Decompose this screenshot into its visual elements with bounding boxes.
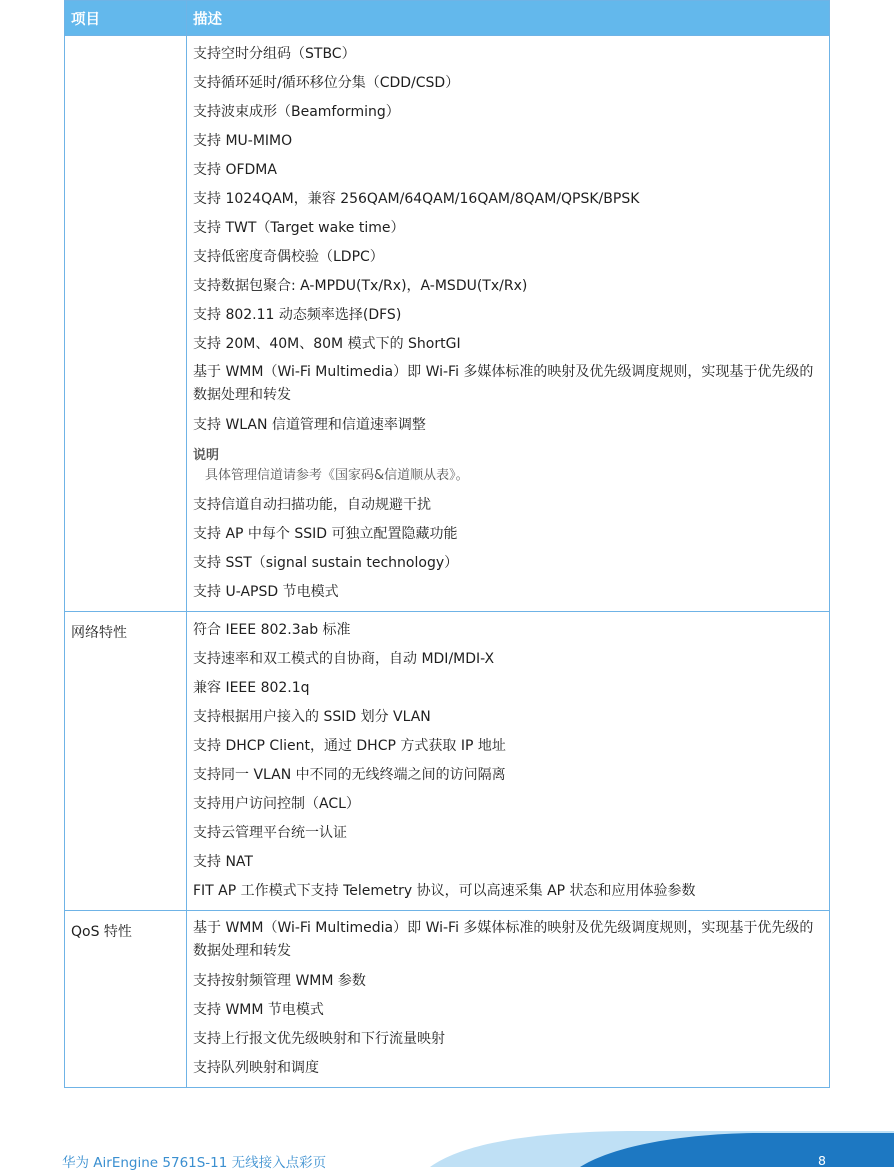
list-item: 支持按射频管理 WMM 参数: [193, 972, 366, 989]
spec-table: [64, 0, 830, 1088]
row-category: QoS 特性: [65, 911, 187, 1088]
table-header-row: [65, 1, 830, 36]
list-item: 支持 802.11 动态频率选择(DFS): [193, 306, 402, 323]
list-item: 支持空时分组码（STBC）: [193, 45, 356, 62]
list-item: 支持同一 VLAN 中不同的无线终端之间的访问隔离: [193, 766, 506, 783]
list-item: 支持云管理平台统一认证: [193, 824, 347, 841]
list-item: 符合 IEEE 802.3ab 标准: [193, 621, 351, 638]
list-item: FIT AP 工作模式下支持 Telemetry 协议，可以高速采集 AP 状态和应用体验参数: [193, 882, 696, 899]
list-item: 支持 MU-MIMO: [193, 132, 293, 149]
list-item: 支持波束成形（Beamforming）: [193, 103, 400, 120]
list-item: 支持 DHCP Client，通过 DHCP 方式获取 IP 地址: [193, 737, 506, 754]
table-row-wifi: [65, 36, 830, 612]
list-item: 支持 NAT: [193, 853, 253, 870]
row-category: 网络特性: [65, 612, 187, 911]
list-item: 支持 SST（signal sustain technology）: [193, 554, 459, 571]
list-item: 支持 U-APSD 节电模式: [193, 583, 339, 600]
list-item: 支持 WMM 节电模式: [193, 1001, 324, 1018]
list-item: 支持上行报文优先级映射和下行流量映射: [193, 1030, 445, 1047]
row-description: [187, 36, 830, 612]
list-item: 支持 WLAN 信道管理和信道速率调整: [193, 416, 426, 433]
list-item: 支持 OFDMA: [193, 161, 277, 178]
list-item: 支持用户访问控制（ACL）: [193, 795, 360, 812]
table-row-network: [65, 612, 830, 911]
list-item: 支持 1024QAM，兼容 256QAM/64QAM/16QAM/8QAM/QPSK/BPSK: [193, 190, 640, 207]
note-text: 具体管理信道请参考《国家码&信道顺从表》。: [205, 468, 469, 483]
header-description: 描述: [187, 1, 830, 36]
page-number: 8: [818, 1153, 826, 1168]
table-row-qos: [65, 911, 830, 1088]
list-item: 支持根据用户接入的 SSID 划分 VLAN: [193, 708, 431, 725]
footer-title: 华为 AirEngine 5761S-11 无线接入点彩页: [62, 1155, 327, 1171]
list-item: 支持 AP 中每个 SSID 可独立配置隐藏功能: [193, 525, 458, 542]
list-item: 基于 WMM（Wi-Fi Multimedia）即 Wi-Fi 多媒体标准的映射及优先级调度规则，实现基于优先级的数据处理和转发: [193, 920, 814, 959]
list-item: 支持 TWT（Target wake time）: [193, 219, 405, 236]
list-item: 支持 20M、40M、80M 模式下的 ShortGI: [193, 335, 461, 352]
list-item: 支持循环延时/循环移位分集（CDD/CSD）: [193, 74, 460, 91]
list-item: 支持低密度奇偶校验（LDPC）: [193, 248, 384, 265]
list-item: 支持数据包聚合: A-MPDU(Tx/Rx)，A-MSDU(Tx/Rx): [193, 277, 528, 294]
list-item: 兼容 IEEE 802.1q: [193, 679, 310, 696]
list-item: 基于 WMM（Wi-Fi Multimedia）即 Wi-Fi 多媒体标准的映射及优先级调度规则，实现基于优先级的数据处理和转发: [193, 364, 814, 403]
note-title: 说明: [193, 448, 220, 463]
row-description: [187, 911, 830, 1088]
row-category: [65, 36, 187, 612]
row-description: [187, 612, 830, 911]
list-item: 支持信道自动扫描功能，自动规避干扰: [193, 496, 431, 513]
list-item: 支持队列映射和调度: [193, 1059, 319, 1076]
header-item: 项目: [65, 1, 187, 36]
list-item: 支持速率和双工模式的自协商，自动 MDI/MDI-X: [193, 650, 495, 667]
